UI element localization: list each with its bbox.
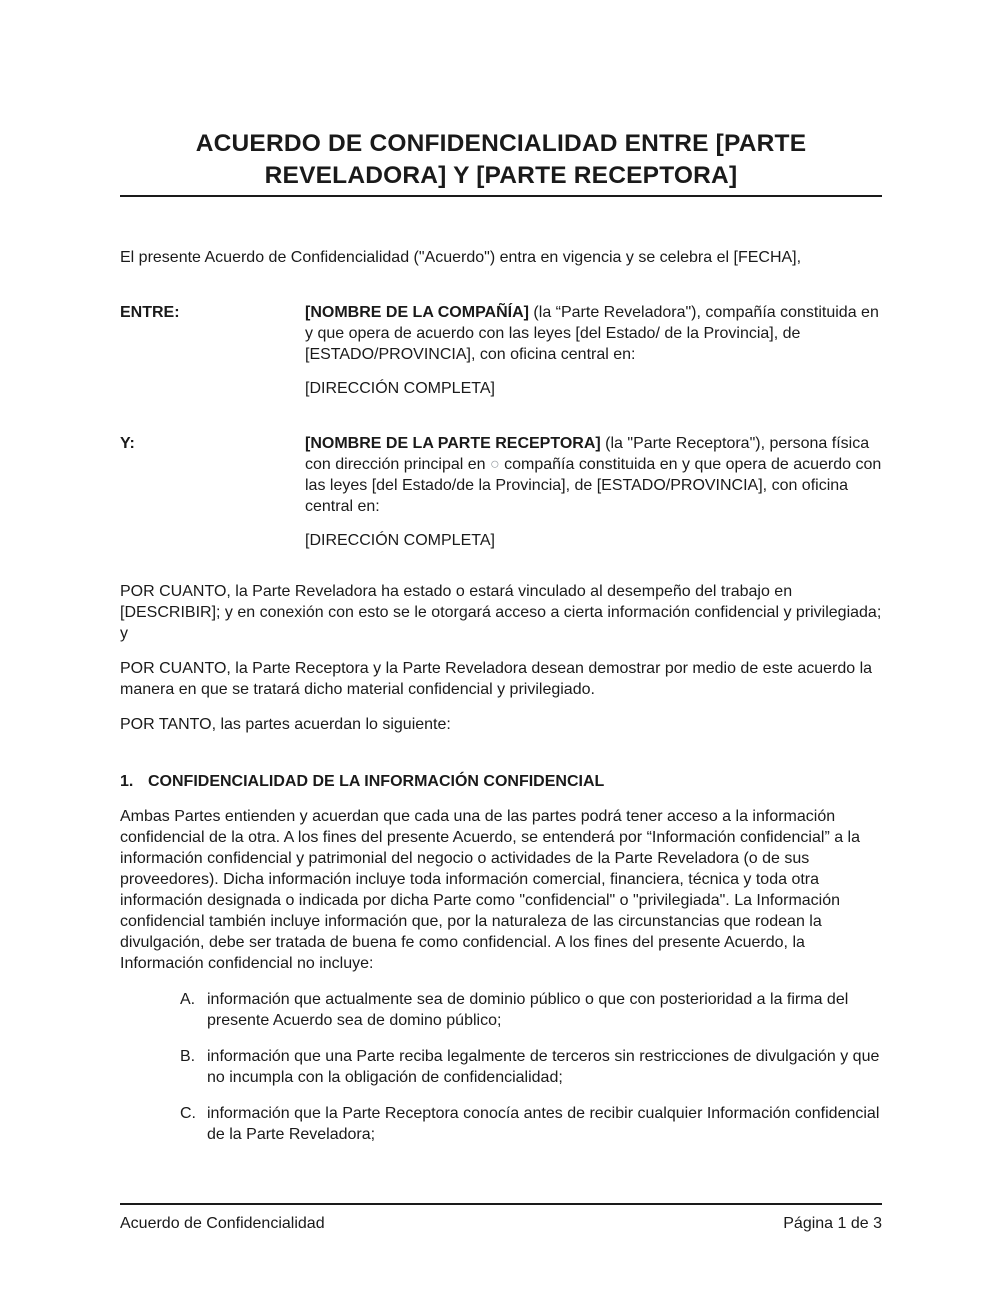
party-text-entre bbox=[305, 302, 882, 365]
section-number: 1. bbox=[120, 773, 134, 790]
recital-paragraph-3: POR TANTO, las partes acuerdan lo siguiente: bbox=[120, 716, 451, 733]
party-block-y bbox=[120, 433, 882, 551]
section-title: CONFIDENCIALIDAD DE LA INFORMACIÓN CONFIDENCIAL bbox=[148, 773, 605, 790]
section-heading bbox=[120, 771, 882, 792]
party-name-bold: [NOMBRE DE LA COMPAÑÍA] bbox=[305, 304, 529, 321]
footer-row bbox=[120, 1205, 882, 1234]
party-label-entre: ENTRE: bbox=[120, 304, 180, 321]
document-title: ACUERDO DE CONFIDENCIALIDAD ENTRE [PARTE REVELADORA] Y [PARTE RECEPTORA] bbox=[195, 130, 807, 189]
party-body-entre bbox=[305, 302, 882, 399]
intro-paragraph: El presente Acuerdo de Confidencialidad ("Acuerdo") entra en vigencia y se celebra el [FECHA], bbox=[120, 249, 802, 266]
list-item-letter: C. bbox=[180, 1105, 196, 1122]
list-item-text: información que la Parte Receptora conocía antes de recibir cualquier Información confidencial de la Parte Reveladora; bbox=[207, 1105, 880, 1143]
list-item bbox=[180, 1103, 882, 1145]
list-item-letter: A. bbox=[180, 991, 196, 1008]
list-item-text: información que actualmente sea de dominio público o que con posterioridad a la firma del presente Acuerdo sea de domino público; bbox=[207, 991, 849, 1029]
party-text-rest: (la “Parte Reveladora"), compañía constituida en y que opera de acuerdo con las leyes [del Estado/ de la Provincia], de [ESTADO/PROVINCIA], con oficina central en: bbox=[305, 304, 879, 363]
recital-paragraph-1: POR CUANTO, la Parte Reveladora ha estado o estará vinculado al desempeño del trabajo en [DESCRIBIR]; y en conexión con esto se le otorgará acceso a cierta información confidencial y privilegiada; y bbox=[120, 583, 882, 642]
party-label-y: Y: bbox=[120, 435, 135, 452]
party-address-y: [DIRECCIÓN COMPLETA] bbox=[305, 532, 495, 549]
party-body-y bbox=[305, 433, 882, 551]
party-address-entre: [DIRECCIÓN COMPLETA] bbox=[305, 380, 495, 397]
party-text-before-circle: (la "Parte Receptora"), persona física con dirección principal en bbox=[305, 435, 870, 473]
party-name-bold: [NOMBRE DE LA PARTE RECEPTORA] bbox=[305, 435, 601, 452]
title-rule bbox=[120, 195, 882, 197]
recital-paragraph-2: POR CUANTO, la Parte Receptora y la Parte Reveladora desean demostrar por medio de este acuerdo la manera en que se tratará dicho material confidencial y privilegiado. bbox=[120, 660, 873, 698]
list-item-letter: B. bbox=[180, 1048, 196, 1065]
party-text-after-circle: compañía constituida en y que opera de acuerdo con las leyes [del Estado/de la Provincia], de [ESTADO/PROVINCIA], con oficina central en: bbox=[305, 456, 882, 515]
party-text-y bbox=[305, 433, 882, 517]
option-circle-icon: ○ bbox=[490, 456, 500, 473]
list-item-text: información que una Parte reciba legalmente de terceros sin restricciones de divulgación y que no incumpla con la obligación de confidencialidad; bbox=[207, 1048, 880, 1086]
lettered-list bbox=[120, 989, 882, 1145]
footer-page-number: Página 1 de 3 bbox=[783, 1215, 882, 1232]
footer-doc-title: Acuerdo de Confidencialidad bbox=[120, 1215, 325, 1232]
section-body-paragraph: Ambas Partes entienden y acuerdan que cada una de las partes podrá tener acceso a la información confidencial de la otra. A los fines del presente Acuerdo, se entenderá por “Información confidencial” a la información confidencial y patrimonial del negocio o actividades de la Parte Reveladora (o de sus proveedores). Dicha información incluye toda información comercial, financiera, técnica y toda otra información designada o indicada por dicha Parte como "confidencial" o "privilegiada". La Información confidencial también incluye información que, por la naturaleza de las circunstancias que rodean la divulgación, debe ser tratada de buena fe como confidencial. A los fines del presente Acuerdo, la Información confidencial no incluye: bbox=[120, 808, 861, 972]
party-block-entre bbox=[120, 302, 882, 399]
page-footer bbox=[120, 1203, 882, 1234]
list-item bbox=[180, 989, 882, 1031]
list-item bbox=[180, 1046, 882, 1088]
